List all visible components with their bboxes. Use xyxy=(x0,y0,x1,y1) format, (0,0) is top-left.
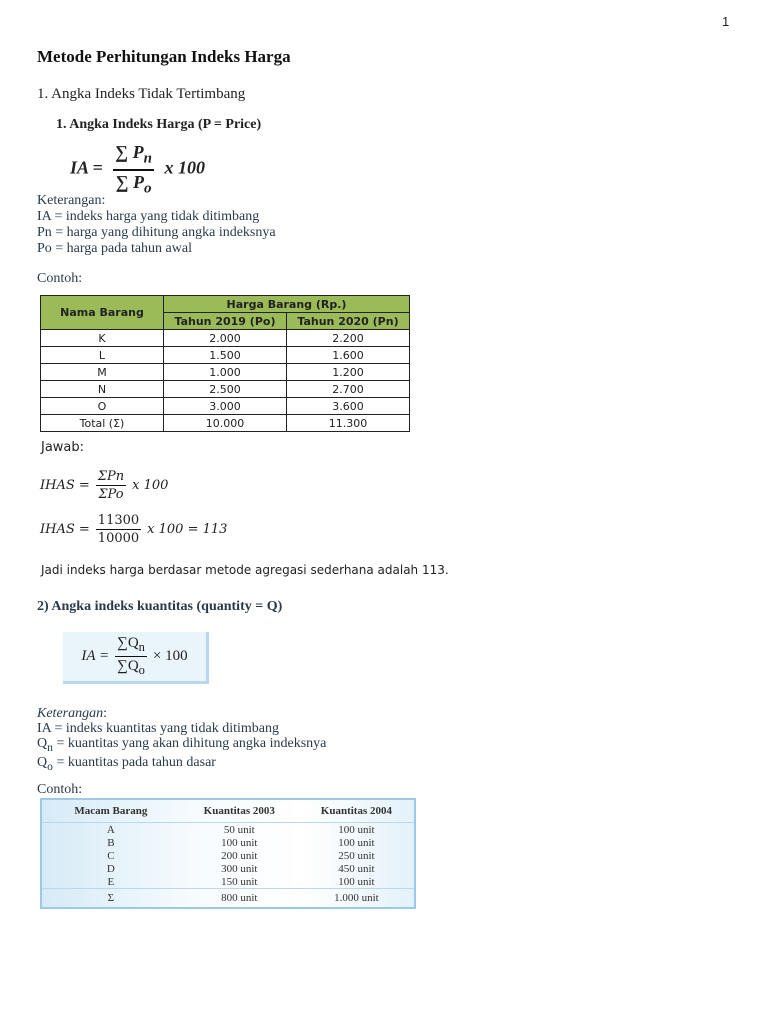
table-row xyxy=(41,364,410,381)
note-symbol: Q xyxy=(37,754,48,770)
page-number: 1 xyxy=(722,14,730,29)
cell: 1.500 xyxy=(164,347,287,364)
cell: A xyxy=(106,823,115,836)
cell: Σ xyxy=(41,889,180,909)
cell: O xyxy=(41,398,164,415)
note-line xyxy=(37,755,326,774)
table-row xyxy=(41,823,415,837)
eq-fraction xyxy=(96,513,141,546)
cell: L xyxy=(41,347,164,364)
cell: 150 unit xyxy=(221,875,258,888)
table-row xyxy=(41,875,415,889)
section1-heading: 1. Angka Indeks Tidak Tertimbang xyxy=(37,86,246,102)
cell: M xyxy=(41,364,164,381)
note-line: Keterangan: xyxy=(37,193,106,208)
ihas-formula xyxy=(40,469,168,502)
note-line xyxy=(37,736,326,755)
note-symbol: Q xyxy=(37,736,48,751)
eq-rhs: x 100 = 113 xyxy=(147,522,228,537)
note-text: = kuantitas yang akan dihitung angka indeksnya xyxy=(56,736,327,751)
cell: 450 unit xyxy=(338,862,375,875)
cell: Total (Σ) xyxy=(41,415,164,432)
table-row xyxy=(41,330,410,347)
cell: 2.500 xyxy=(164,381,287,398)
cell: 2.000 xyxy=(164,330,287,347)
eq-lhs: IHAS = xyxy=(40,478,90,493)
header-kuantitas-2003: Kuantitas 2003 xyxy=(180,799,299,823)
cell: E xyxy=(107,875,115,888)
conclusion-text: Jadi indeks harga berdasar metode agregasi sederhana adalah 113. xyxy=(41,563,449,577)
cell: 11.300 xyxy=(287,415,410,432)
formula-rhs: x 100 xyxy=(164,157,205,178)
cell: 100 unit xyxy=(338,875,375,888)
example-label-2: Contoh: xyxy=(37,782,83,797)
table-row xyxy=(41,381,410,398)
formula-denominator-sub: o xyxy=(144,180,152,197)
header-tahun-2019: Tahun 2019 (Po) xyxy=(164,313,287,330)
cell: 100 unit xyxy=(221,836,258,849)
table-row xyxy=(41,862,415,875)
formula-denominator-sub: o xyxy=(138,663,145,677)
cell: 3.600 xyxy=(287,398,410,415)
cell: 50 unit xyxy=(223,823,255,836)
price-index-formula xyxy=(70,142,205,197)
cell: 100 unit xyxy=(338,823,375,836)
formula-numerator-sub: n xyxy=(138,640,145,654)
eq-fraction xyxy=(96,469,126,502)
eq-numerator: 11300 xyxy=(97,513,140,528)
header-tahun-2020: Tahun 2020 (Pn) xyxy=(287,313,410,330)
table-row xyxy=(41,347,410,364)
formula-numerator-sub: n xyxy=(143,150,152,167)
section2-notes xyxy=(37,706,326,774)
table-row xyxy=(41,849,415,862)
cell: 1.000 xyxy=(164,364,287,381)
cell: 300 unit xyxy=(221,862,258,875)
notes-heading xyxy=(37,706,326,721)
note-line: IA = indeks kuantitas yang tidak ditimbang xyxy=(37,721,279,736)
eq-numerator: ΣPn xyxy=(97,469,125,484)
formula-lhs: IA = xyxy=(81,648,110,664)
cell: 1.600 xyxy=(287,347,410,364)
ihas-calculation xyxy=(40,513,227,546)
note-line: Pn = harga yang dihitung angka indeksnya xyxy=(37,225,276,240)
formula-denominator: ∑Q xyxy=(117,658,139,674)
header-kuantitas-2004: Kuantitas 2004 xyxy=(299,799,415,823)
cell: 2.700 xyxy=(287,381,410,398)
cell: 250 unit xyxy=(338,849,375,862)
cell: 200 unit xyxy=(221,849,258,862)
formula-fraction xyxy=(113,142,154,197)
quantity-table xyxy=(40,798,416,909)
formula-lhs: IA = xyxy=(70,157,103,178)
cell: 800 unit xyxy=(180,889,299,909)
notes-label: Keterangan xyxy=(37,706,104,721)
table-row xyxy=(41,836,415,849)
cell: C xyxy=(107,849,115,862)
example-label: Contoh: xyxy=(37,271,83,286)
section1-subheading: 1. Angka Indeks Harga (P = Price) xyxy=(56,117,262,132)
section2-heading: 2) Angka indeks kuantitas (quantity = Q) xyxy=(37,599,283,614)
cell: D xyxy=(106,862,115,875)
formula-fraction xyxy=(115,635,147,678)
cell: 100 unit xyxy=(338,836,375,849)
note-symbol-sub: o xyxy=(47,759,53,773)
table-row-total xyxy=(41,889,415,909)
cell: 1.200 xyxy=(287,364,410,381)
price-table xyxy=(40,295,410,432)
note-line: IA = indeks harga yang tidak ditimbang xyxy=(37,209,260,224)
note-text: = kuantitas pada tahun dasar xyxy=(56,754,216,770)
cell: 2.200 xyxy=(287,330,410,347)
eq-denominator: ΣPo xyxy=(98,487,124,502)
table-row-total xyxy=(41,415,410,432)
header-nama-barang: Nama Barang xyxy=(41,296,164,330)
quantity-index-formula xyxy=(63,632,209,684)
cell: N xyxy=(41,381,164,398)
section1-notes xyxy=(37,193,276,257)
cell: K xyxy=(41,330,164,347)
answer-label: Jawab: xyxy=(41,440,85,455)
formula-numerator: ∑ P xyxy=(115,142,144,162)
header-harga-barang: Harga Barang (Rp.) xyxy=(164,296,410,313)
table-row xyxy=(41,398,410,415)
note-line: Po = harga pada tahun awal xyxy=(37,241,192,256)
cell: 3.000 xyxy=(164,398,287,415)
cell: 1.000 unit xyxy=(299,889,415,909)
formula-numerator: ∑Q xyxy=(117,635,139,651)
cell: 10.000 xyxy=(164,415,287,432)
eq-rhs: x 100 xyxy=(132,478,169,493)
formula-denominator: ∑ P xyxy=(115,171,145,192)
eq-lhs: IHAS = xyxy=(40,522,90,537)
formula-rhs: × 100 xyxy=(152,648,188,664)
note-symbol-sub: n xyxy=(47,740,53,754)
cell: B xyxy=(107,836,115,849)
page-title: Metode Perhitungan Indeks Harga xyxy=(37,47,291,66)
eq-denominator: 10000 xyxy=(97,531,140,546)
header-macam-barang: Macam Barang xyxy=(41,799,180,823)
notes-colon: : xyxy=(103,706,107,721)
